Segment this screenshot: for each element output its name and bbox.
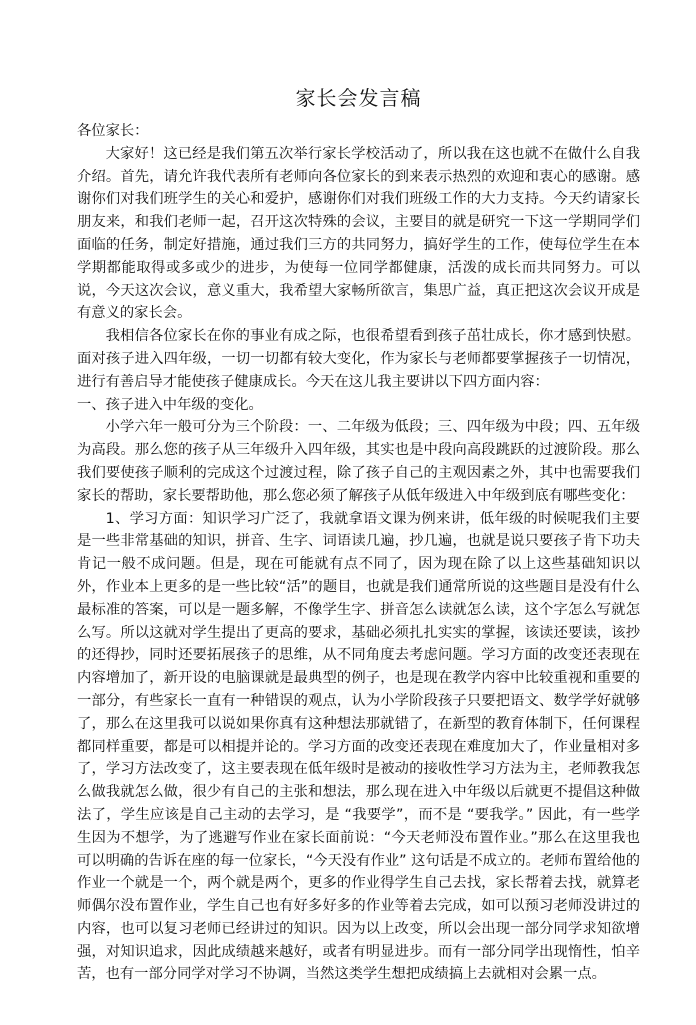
paragraph-intro: 我相信各位家长在你的事业有成之际，也很希望看到孩子茁壮成长，你才感到快慰。面对孩子进入四年级，一切一切都有较大变化，作为家长与老师都要掌握孩子一切情况，进行有善启导才能使孩子健康成长。今天在这儿我主要讲以下四方面内容： <box>77 328 640 390</box>
section-heading-1: 一、孩子进入中年级的变化。 <box>77 396 263 413</box>
document-title: 家长会发言稿 <box>295 86 422 110</box>
salutation: 各位家长： <box>77 123 149 139</box>
paragraph-learning: 1、学习方面：知识学习广泛了，我就拿语文课为例来讲，低年级的时候呢我们主要是一些非常基础的知识，拼音、生字、词语读几遍，抄几遍，也就是说只要孩子肯下功夫肯记一般不成问题。但是，现在可能就有点不同了，因为现在除了以上这些基础知识以外，作业本上更多的是一些比较“活”的题目，也就是我们通常所说的这些题目是没有什么最标准的答案，可以是一题多解，不像学生字、拼音怎么读就怎么读，这个字怎么写就怎么写。所以这就对学生提出了更高的要求，基础必须扎扎实实的掌握，该读还要读，该抄的还得抄，同时还要拓展孩子的思维，从不同角度去考虑问题。学习方面的改变还表现在内容增加了，新开设的电脑课就是最典型的例子，也是现在教学内容中比较重视和重要的一部分，有些家长一直有一种错误的观点，认为小学阶段孩子只要把语文、数学学好就够了，那么在这里我可以说如果你真有这种想法那就错了，在新型的教育体制下，任何课程都同样重要，都是可以相提并论的。学习方面的改变还表现在难度加大了，作业量相对多了，学习方法改变了，这主要表现在低年级时是被动的接收性学习方法为主，老师教我怎么做我就怎么做，很少有自己的主张和想法，那么现在进入中年级以后就更不提倡这种做法了，学生应该是自己主动的去学习，是 “我要学”，而不是 “要我学。” 因此，有一些学生因为不想学，为了逃避写作业在家长面前说：“今天老师没布置作业。”那么在这里我也可以明确的告诉在座的每一位家长，“今天没有作业” 这句话是不成立的。老师布置给他的作业一个就是一个，两个就是两个，更多的作业得学生自己去找，家长帮着去找，就算老师偶尔没布置作业，学生自己也有好多好多的作业等着去完成，如可以预习老师没讲过的内容，也可以复习老师已经讲过的知识。因为以上改变，所以会出现一部分同学求知欲增强，对知识追求，因此成绩越来越好，或者有明显进步。而有一部分同学出现惰性，怕辛苦，也有一部分同学对学习不协调，当然这类学生想把成绩搞上去就相对会累一点。 <box>77 510 640 983</box>
paragraph-greeting: 大家好！这已经是我们第五次举行家长学校活动了，所以我在这也就不在做什么自我介绍。首先，请允许我代表所有老师向各位家长的到来表示热烈的欢迎和衷心的感谢。感谢你们对我们班学生的关心和爱护，感谢你们对我们班级工作的大力支持。今天约请家长朋友来，和我们老师一起，召开这次特殊的会议，主要目的就是研究一下这一学期同学们面临的任务，制定好措施，通过我们三方的共同努力，搞好学生的工作，使每位学生在本学期都能取得或多或少的进步，为使每一位同学都健康，活泼的成长而共同努力。可以说，今天这次会议，意义重大，我希望大家畅所欲言，集思广益，真正把这次会议开成是有意义的家长会。 <box>77 145 640 322</box>
paragraph-stages: 小学六年一般可分为三个阶段：一、二年级为低段；三、四年级为中段；四、五年级为高段。那么您的孩子从三年级升入四年级，其实也是中段向高段跳跃的过渡阶段。那么我们要使孩子顺利的完成这个过渡过程，除了孩子自己的主观因素之外，其中也需要我们家长的帮助，家长要帮助他，那么您必须了解孩子从低年级进入中年级到底有哪些变化： <box>77 419 640 504</box>
